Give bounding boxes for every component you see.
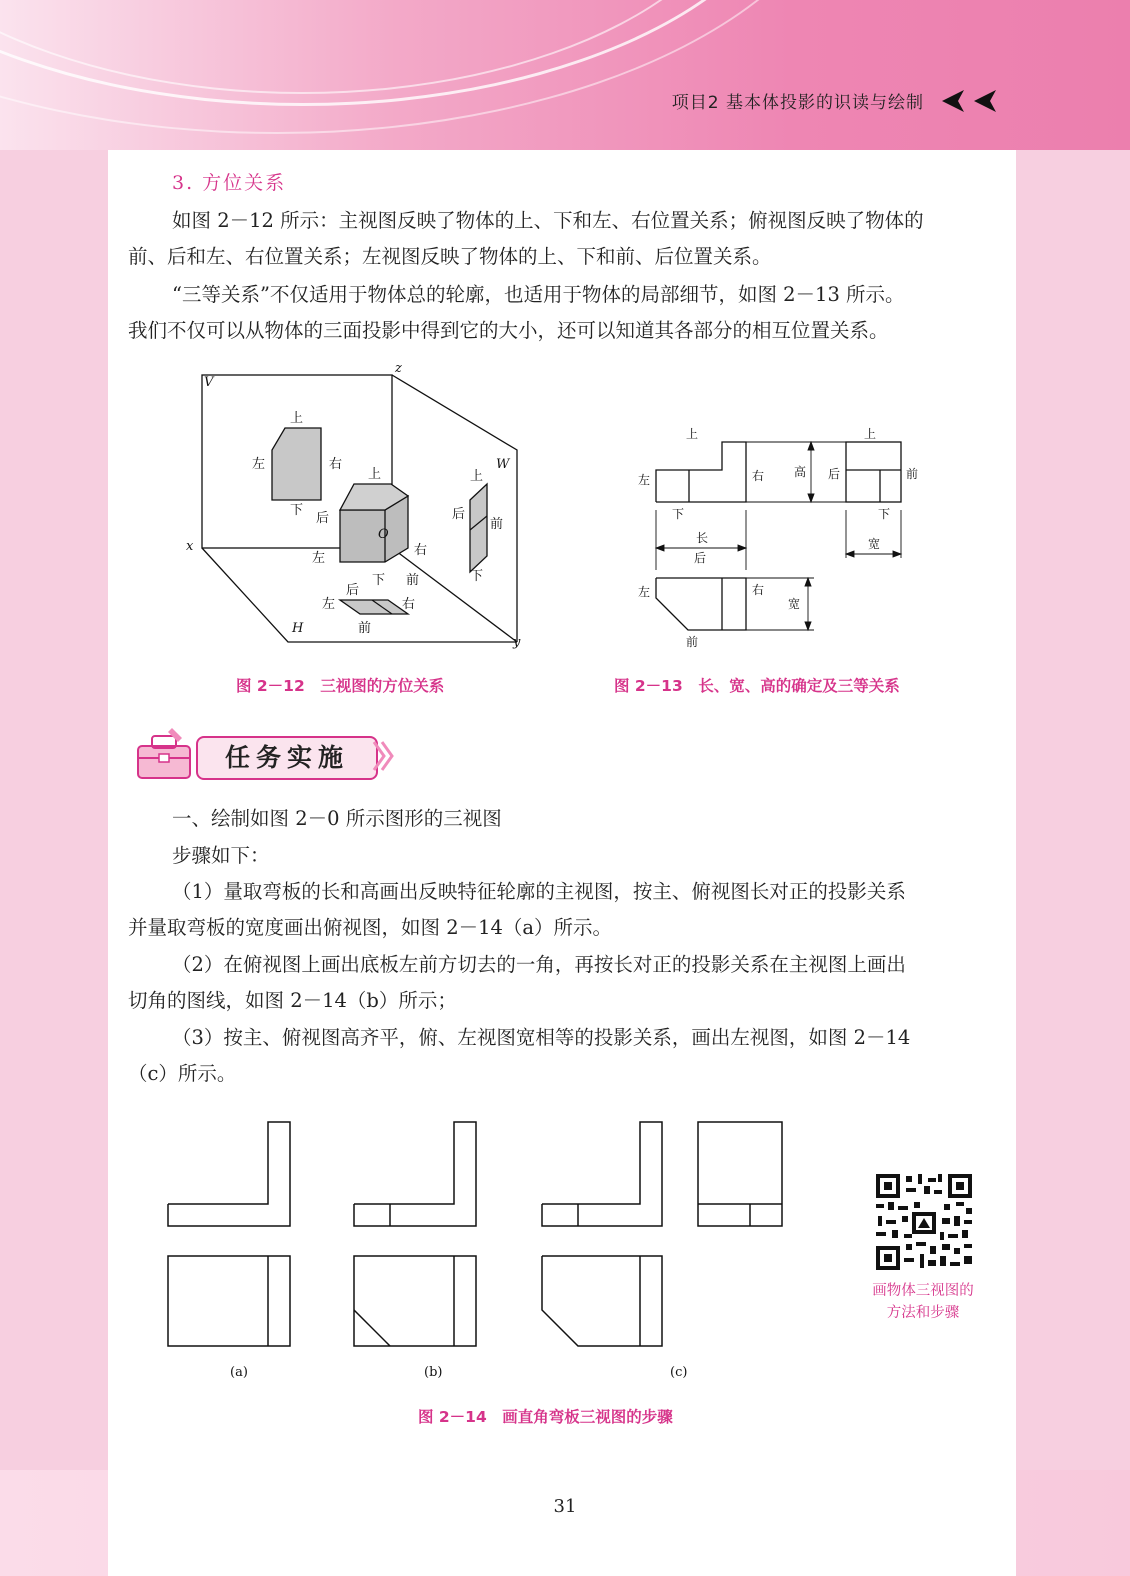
toolbox-icon bbox=[132, 722, 196, 782]
figure-2-12-caption: 图 2－12 三视图的方位关系 bbox=[236, 677, 445, 695]
step-line: （c）所示。 bbox=[128, 1062, 237, 1085]
paragraph-line: 我们不仅可以从物体的三面投影中得到它的大小，还可以知道其各部分的相互位置关系。 bbox=[128, 319, 889, 342]
figure-2-14 bbox=[150, 1110, 800, 1390]
label-back: 后 bbox=[346, 583, 360, 598]
label-up: 上 bbox=[686, 427, 699, 441]
label-left: 左 bbox=[322, 597, 336, 612]
label-left: 左 bbox=[252, 457, 266, 472]
label-right: 右 bbox=[329, 457, 343, 472]
qr-caption-line2: 方法和步骤 bbox=[886, 1305, 960, 1321]
subheading: 3. 方位关系 bbox=[172, 172, 287, 194]
label-height: 高 bbox=[794, 465, 807, 479]
label-front: 前 bbox=[406, 573, 420, 588]
label-right: 右 bbox=[402, 597, 416, 612]
label-length: 长 bbox=[696, 531, 709, 545]
label-width: 宽 bbox=[868, 537, 881, 551]
label-right: 右 bbox=[752, 583, 765, 597]
step-line: （1）量取弯板的长和高画出反映特征轮廓的主视图，按主、俯视图长对正的投影关系 bbox=[172, 880, 906, 903]
label-front: 前 bbox=[490, 517, 504, 532]
figure-2-14-caption: 图 2－14 画直角弯板三视图的步骤 bbox=[418, 1408, 673, 1426]
label-back: 后 bbox=[452, 507, 466, 522]
step-line: （2）在俯视图上画出底板左前方切去的一角，再按长对正的投影关系在主视图上画出 bbox=[172, 953, 906, 976]
label-down: 下 bbox=[290, 503, 304, 518]
label-up: 上 bbox=[290, 411, 304, 426]
header-band bbox=[0, 0, 1130, 150]
label-z: z bbox=[395, 361, 402, 376]
label-v: V bbox=[204, 375, 214, 390]
task-intro: 一、绘制如图 2－0 所示图形的三视图 bbox=[172, 807, 502, 830]
figure-2-13 bbox=[628, 420, 928, 660]
header-title: 项目2 基本体投影的识读与绘制 bbox=[671, 93, 924, 113]
label-w: W bbox=[496, 457, 510, 472]
step-line: 切角的图线，如图 2－14（b）所示； bbox=[128, 989, 457, 1012]
paragraph-line: 如图 2－12 所示：主视图反映了物体的上、下和左、右位置关系；俯视图反映了物体的 bbox=[172, 209, 924, 232]
label-left: 左 bbox=[638, 473, 651, 487]
label-x: x bbox=[186, 539, 194, 554]
label-down: 下 bbox=[470, 569, 484, 584]
label-left: 左 bbox=[638, 585, 651, 599]
label-right: 右 bbox=[752, 469, 765, 483]
label-up: 上 bbox=[864, 427, 877, 441]
sub-label-b: (b) bbox=[424, 1365, 443, 1380]
label-up: 上 bbox=[470, 469, 484, 484]
label-front: 前 bbox=[906, 467, 919, 481]
label-back: 后 bbox=[316, 511, 330, 526]
label-o: O bbox=[378, 527, 389, 542]
step-line: 并量取弯板的宽度画出俯视图，如图 2－14（a）所示。 bbox=[128, 916, 613, 939]
label-front: 前 bbox=[358, 621, 372, 636]
chevrons-right-icon bbox=[372, 740, 394, 772]
double-chevron-icon bbox=[940, 88, 1000, 114]
steps-label: 步骤如下： bbox=[172, 844, 270, 867]
sub-label-a: (a) bbox=[230, 1365, 248, 1380]
label-right: 右 bbox=[414, 543, 428, 558]
figure-2-13-caption: 图 2－13 长、宽、高的确定及三等关系 bbox=[614, 677, 900, 695]
label-back: 后 bbox=[694, 551, 707, 565]
paragraph-line: 前、后和左、右位置关系；左视图反映了物体的上、下和前、后位置关系。 bbox=[128, 245, 772, 268]
label-y: y bbox=[513, 635, 521, 650]
qr-caption-line1: 画物体三视图的 bbox=[872, 1283, 974, 1299]
task-section-title: 任务实施 bbox=[196, 736, 378, 780]
label-h: H bbox=[292, 621, 304, 636]
label-back: 后 bbox=[828, 467, 841, 481]
label-down: 下 bbox=[372, 573, 386, 588]
label-down: 下 bbox=[878, 507, 891, 521]
step-line: （3）按主、俯视图高齐平，俯、左视图宽相等的投影关系，画出左视图，如图 2－14 bbox=[172, 1026, 911, 1049]
label-up: 上 bbox=[368, 467, 382, 482]
label-left: 左 bbox=[312, 551, 326, 566]
qr-code[interactable] bbox=[874, 1172, 974, 1272]
label-down: 下 bbox=[672, 507, 685, 521]
figure-2-12 bbox=[180, 360, 540, 660]
label-width: 宽 bbox=[788, 597, 801, 611]
label-front: 前 bbox=[686, 635, 699, 649]
sub-label-c: (c) bbox=[670, 1365, 688, 1380]
paragraph-line: “三等关系”不仅适用于物体总的轮廓，也适用于物体的局部细节，如图 2－13 所示。 bbox=[172, 283, 905, 306]
page-number: 31 bbox=[553, 1496, 577, 1517]
